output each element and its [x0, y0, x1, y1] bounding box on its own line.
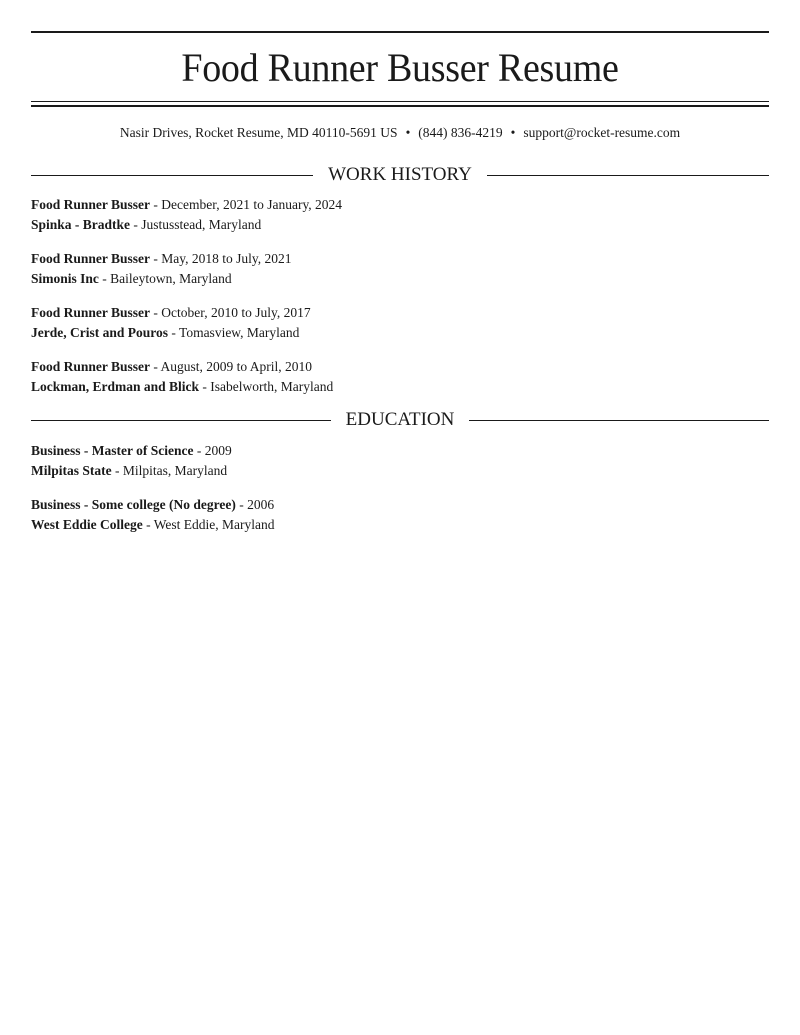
education-entry: Business - Master of Science - 2009 Milpitas State - Milpitas, Maryland	[31, 443, 232, 478]
school: West Eddie College	[31, 517, 143, 532]
company: Simonis Inc	[31, 271, 99, 286]
title-rule-thin	[31, 101, 769, 102]
divider	[487, 175, 769, 176]
work-entry: Food Runner Busser - May, 2018 to July, 2021 Simonis Inc - Baileytown, Maryland	[31, 251, 292, 286]
divider	[469, 420, 769, 421]
work-entry: Food Runner Busser - August, 2009 to April, 2010 Lockman, Erdman and Blick - Isabelworth, Maryland	[31, 359, 334, 394]
location: Baileytown, Maryland	[110, 271, 232, 286]
work-history-list	[31, 195, 342, 411]
education-header	[31, 408, 769, 432]
work-history-header	[31, 163, 769, 187]
job-dates: October, 2010 to July, 2017	[161, 305, 311, 320]
page-title: Food Runner Busser Resume	[181, 45, 619, 90]
education-list	[31, 441, 275, 549]
divider	[31, 420, 331, 421]
degree: Business - Some college (No degree)	[31, 497, 236, 512]
job-dates: December, 2021 to January, 2024	[161, 197, 343, 212]
location: Tomasview, Maryland	[179, 325, 300, 340]
job-title: Food Runner Busser	[31, 197, 151, 212]
job-dates: August, 2009 to April, 2010	[160, 359, 313, 374]
job-dates: May, 2018 to July, 2021	[161, 251, 292, 266]
divider	[31, 175, 313, 176]
section-heading: WORK HISTORY	[328, 164, 472, 185]
company: Lockman, Erdman and Blick	[31, 379, 200, 394]
separator: •	[510, 125, 516, 140]
company: Spinka - Bradtke	[31, 217, 131, 232]
location: West Eddie, Maryland	[153, 517, 275, 532]
work-entry: Food Runner Busser - October, 2010 to July, 2017 Jerde, Crist and Pouros - Tomasview, Maryland	[31, 305, 311, 340]
top-rule	[31, 31, 769, 33]
year: 2006	[247, 497, 275, 512]
contact-phone: (844) 836-4219	[418, 125, 503, 140]
location: Justusstead, Maryland	[141, 217, 262, 232]
title-rule-thick	[31, 105, 769, 107]
job-title: Food Runner Busser	[31, 305, 151, 320]
section-heading: EDUCATION	[345, 409, 455, 430]
location: Milpitas, Maryland	[122, 463, 228, 478]
contact-info	[0, 124, 800, 142]
work-entry: Food Runner Busser - December, 2021 to January, 2024 Spinka - Bradtke - Justusstead, Maryland	[31, 197, 343, 232]
job-title: Food Runner Busser	[31, 251, 151, 266]
job-title: Food Runner Busser	[31, 359, 151, 374]
year: 2009	[204, 443, 232, 458]
company: Jerde, Crist and Pouros	[31, 325, 168, 340]
school: Milpitas State	[31, 463, 112, 478]
contact-email: support@rocket-resume.com	[523, 125, 681, 140]
contact-address: Nasir Drives, Rocket Resume, MD 40110-5691 US	[119, 125, 398, 140]
degree: Business - Master of Science	[31, 443, 194, 458]
location: Isabelworth, Maryland	[210, 379, 334, 394]
separator: •	[405, 125, 411, 140]
education-entry: Business - Some college (No degree) - 2006 West Eddie College - West Eddie, Maryland	[31, 497, 275, 532]
